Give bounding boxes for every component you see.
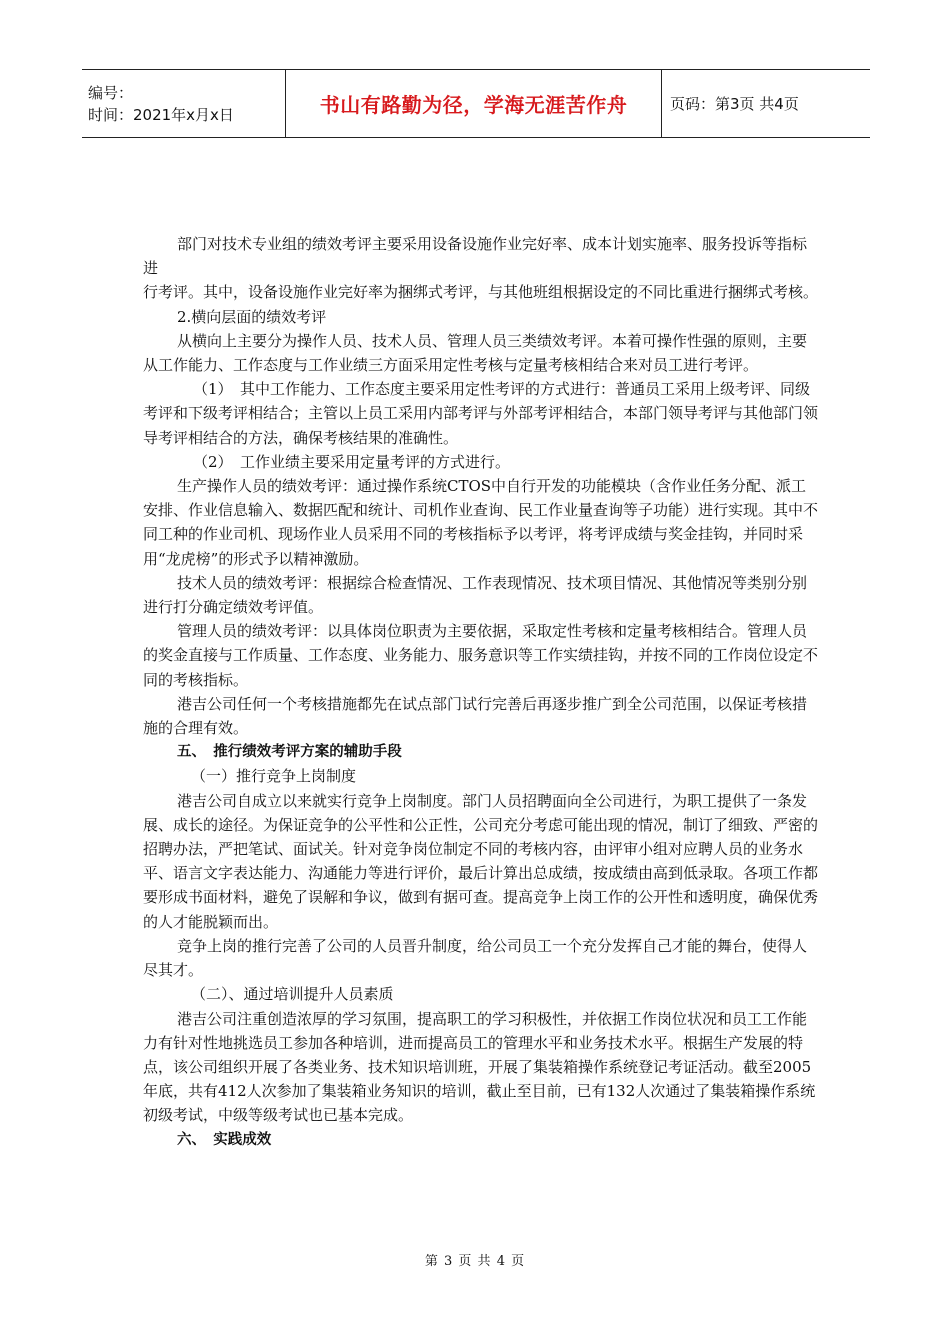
paragraph: 竞争上岗的推行完善了公司的人员晋升制度，给公司员工一个充分发挥自己才能的舞台，使得人尽其才。 <box>143 936 808 980</box>
paragraph: 港吉公司自成立以来就实行竞争上岗制度。部门人员招聘面向全公司进行，为职工提供了一条发展、成长的途径。为保证竞争的公平性和公正性，公司充分考虑可能出现的情况，制订了细致、严密的招聘办法，严把笔试、面试关。针对竞争岗位制定不同的考核内容，由评审小组对应聘人员的业务水平、语言文字表达能力、沟通能力等进行评价，最后计算出总成绩，按成绩由高到低录取。各项工作都要形成书面材料，避免了误解和争议，做到有据可查。提高竞争上岗工作的公开性和透明度，确保优秀的人才能脱颖而出。 <box>143 791 819 931</box>
date-label: 时间：2021年x月x日 <box>88 105 234 124</box>
paragraph: 行考评。其中，设备设施作业完好率为捆绑式考评，与其他班组根据设定的不同比重进行捆绑式考核。 <box>143 283 819 302</box>
footer-page-number: 第 3 页 共 4 页 <box>424 1254 526 1269</box>
motto-text: 书山有路勤为径，学海无涯苦作舟 <box>319 93 628 117</box>
paragraph: 港吉公司任何一个考核措施都先在试点部门试行完善后再逐步推广到全公司范围，以保证考核措施的合理有效。 <box>143 694 808 738</box>
section-heading: 五、 推行绩效考评方案的辅助手段 <box>177 744 402 761</box>
page-code: 页码：第3页 共4页 <box>670 95 799 113</box>
document-body <box>143 232 819 1152</box>
subsection-heading: （一）推行竞争上岗制度 <box>191 767 357 786</box>
number-label: 编号： <box>88 83 134 102</box>
paragraph: 从横向上主要分为操作人员、技术人员、管理人员三类绩效考评。本着可操作性强的原则，主要从工作能力、工作态度与工作业绩三方面采用定性考核与定量考核相结合来对员工进行考评。 <box>143 331 808 375</box>
paragraph: 技术人员的绩效考评：根据综合检查情况、工作表现情况、技术项目情况、其他情况等类别分别进行打分确定绩效考评值。 <box>143 573 808 617</box>
header-motto <box>286 70 662 137</box>
section-heading: 六、 实践成效 <box>177 1131 272 1148</box>
header-right <box>662 70 870 137</box>
page-header <box>82 69 870 138</box>
paragraph: （1） 其中工作能力、工作态度主要采用定性考评的方式进行：普通员工采用上级考评、同级考评和下级考评相结合；主管以上员工采用内部考评与外部考评相结合，本部门领导考评与其他部门领导考评相结合的方法，确保考核结果的准确性。 <box>143 380 819 447</box>
paragraph: 生产操作人员的绩效考评：通过操作系统CTOS中自行开发的功能模块（含作业任务分配、派工安排、作业信息输入、数据匹配和统计、司机作业查询、民工作业量查询等子功能）进行实现。其中不同工种的作业司机、现场作业人员采用不同的考核指标予以考评，将考评成绩与奖金挂钩，并同时采用“龙虎榜”的形式予以精神激励。 <box>143 477 819 568</box>
subsection-heading: （二）、通过培训提升人员素质 <box>191 985 394 1004</box>
paragraph: （2） 工作业绩主要采用定量考评的方式进行。 <box>193 452 511 471</box>
page-footer <box>0 1250 950 1269</box>
paragraph: 2.横向层面的绩效考评 <box>177 307 327 326</box>
paragraph: 管理人员的绩效考评：以具体岗位职责为主要依据，采取定性考核和定量考核相结合。管理人员的奖金直接与工作质量、工作态度、业务能力、服务意识等工作实绩挂钩，并按不同的工作岗位设定不同的考核指标。 <box>143 622 819 689</box>
header-left <box>82 70 286 137</box>
paragraph: 部门对技术专业组的绩效考评主要采用设备设施作业完好率、成本计划实施率、服务投诉等指标进 <box>143 235 808 278</box>
paragraph: 港吉公司注重创造浓厚的学习氛围，提高职工的学习积极性，并依据工作岗位状况和员工工作能力有针对性地挑选员工参加各种培训，进而提高员工的管理水平和业务技术水平。根据生产发展的特点，该公司组织开展了各类业务、技术知识培训班，开展了集装箱操作系统登记考证活动。截至2005年底，共有412人次参加了集装箱业务知识的培训，截止至目前，已有132人次通过了集装箱操作系统初级考试，中级等级考试也已基本完成。 <box>143 1009 816 1125</box>
